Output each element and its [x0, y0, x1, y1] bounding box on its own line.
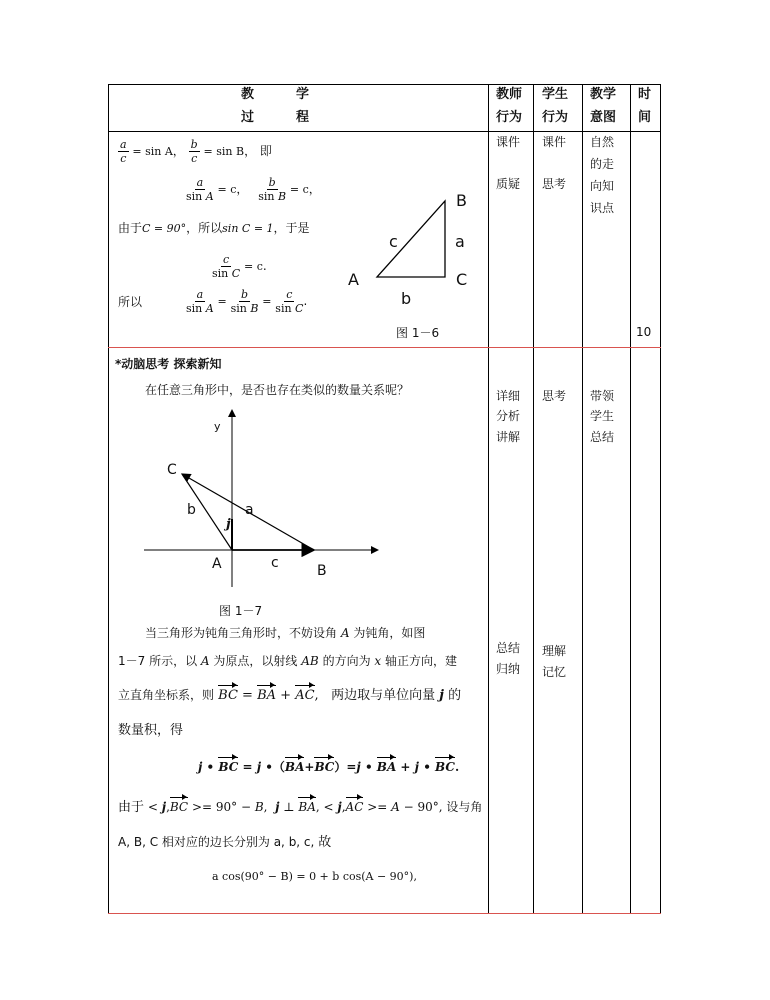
- figure-label-a: a: [245, 502, 254, 518]
- figure-label-y: y: [214, 420, 221, 433]
- triangle-label-C: C: [456, 270, 468, 289]
- coordinate-triangle-figure: [140, 405, 390, 595]
- row2-teacher-5: 归纳: [496, 662, 521, 676]
- paragraph-line-1: 当三角形为钝角三角形时，不妨设角 A 为钝角，如图: [145, 626, 426, 640]
- row2-intent-1: 带领: [590, 389, 615, 403]
- eq-dot-product: j • BC = j •（BA+BC）=j • BA + j • BC.: [198, 760, 460, 774]
- figure-label-B: B: [317, 563, 327, 579]
- row2-teacher-4: 总结: [496, 641, 521, 655]
- paragraph-line-2: 1－7 所示，以 A 为原点，以射线 AB 的方向为 x 轴正方向，建: [118, 654, 458, 668]
- row1-intent-2: 向知: [590, 179, 615, 193]
- question-text: 在任意三角形中，是否也存在类似的数量关系呢？: [145, 383, 410, 397]
- figure-label-b: b: [187, 502, 196, 518]
- row1-time: 10: [636, 325, 652, 339]
- header-time-1: 时: [638, 87, 652, 102]
- text-since-c90: 由于C = 90°，所以sin C = 1，于是: [118, 221, 310, 235]
- header-process-4: 程: [296, 110, 310, 125]
- triangle-label-a: a: [455, 232, 465, 251]
- triangle-label-A: A: [348, 270, 359, 289]
- triangle-label-c: c: [389, 232, 398, 251]
- eq-law-of-sines: $\frac{a}{\text{sin A}}$ = $\frac{b}{\text{sin B}}$ = $\frac{c}{\text{sin C}}$ .: [186, 288, 308, 315]
- eq-c-over-sinc: $\frac{c}{\text{sin C}}$ = c.: [212, 253, 267, 280]
- row2-intent-3: 总结: [590, 430, 615, 444]
- row2-student-1: 思考: [542, 389, 567, 403]
- row2-teacher-3: 讲解: [496, 430, 521, 444]
- row2-student-3: 记忆: [542, 665, 567, 679]
- figure-label-j: j: [226, 517, 231, 532]
- paragraph-line-3: 立直角坐标系，则 BC = BA + AC, 两边取与单位向量 j 的: [118, 688, 462, 703]
- section-title: *动脑思考 探索新知: [115, 357, 222, 371]
- header-teacher-1: 教师: [496, 87, 523, 102]
- figure-caption-1-7: 图 1－7: [219, 604, 263, 618]
- row1-teacher-1: 课件: [496, 135, 521, 149]
- header-intent-2: 意图: [590, 110, 617, 125]
- header-time-2: 间: [638, 110, 652, 125]
- row1-intent-0: 自然: [590, 135, 615, 149]
- header-teacher-2: 行为: [496, 110, 523, 125]
- paragraph-line-6: 由于 < j,BC >= 90° − B, j ⊥ BA, < j,AC >= A − 90°, 设与角: [118, 800, 483, 815]
- eq-sine-ratios: $\frac{a}{c}$ = sin A， $\frac{b}{c}$ = sin B， 即: [120, 138, 272, 165]
- figure-label-C: C: [167, 462, 177, 478]
- triangle-label-b: b: [401, 289, 412, 308]
- row2-teacher-2: 分析: [496, 409, 521, 423]
- header-student-1: 学生: [542, 87, 569, 102]
- row1-student-2: 思考: [542, 177, 567, 191]
- paragraph-line-7: A, B, C 相对应的边长分别为 a, b, c, 故: [118, 835, 332, 850]
- row1-intent-1: 的走: [590, 157, 615, 171]
- row1-intent-3: 识点: [590, 201, 615, 215]
- header-student-2: 行为: [542, 110, 569, 125]
- row2-student-2: 理解: [542, 644, 567, 658]
- figure-label-A: A: [212, 556, 222, 572]
- figure-label-c: c: [271, 555, 279, 571]
- eq-final: a cos(90° − B) = 0 + b cos(A − 90°),: [212, 870, 417, 883]
- paragraph-line-4: 数量积，得: [118, 723, 184, 738]
- row2-intent-2: 学生: [590, 409, 615, 423]
- figure-caption-1-6: 图 1－6: [396, 326, 440, 340]
- row1-student-1: 课件: [542, 135, 567, 149]
- header-process-2: 学: [296, 87, 310, 102]
- text-therefore: 所以: [118, 295, 143, 309]
- header-process-3: 过: [241, 110, 255, 125]
- row2-teacher-1: 详细: [496, 389, 521, 403]
- row1-teacher-2: 质疑: [496, 177, 521, 191]
- header-process-1: 教: [241, 87, 255, 102]
- triangle-label-B: B: [456, 191, 467, 210]
- header-intent-1: 教学: [590, 87, 617, 102]
- eq-c-values: $\frac{a}{\text{sin A}}$ = c， $\frac{b}{\text{sin B}}$ = c，: [186, 176, 321, 203]
